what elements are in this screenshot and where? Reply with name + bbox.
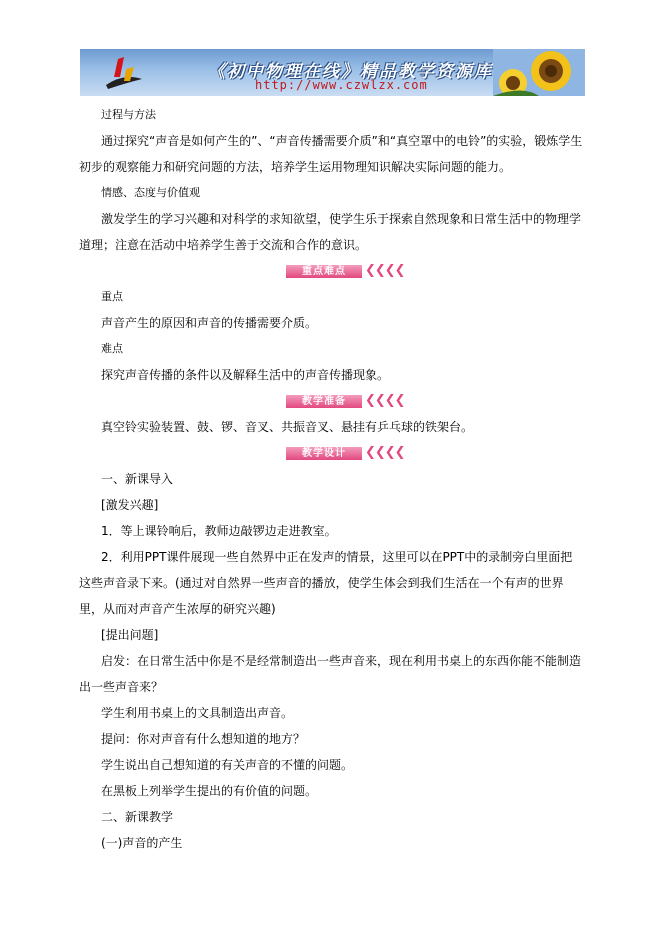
- paragraph: 一、新课导入: [101, 472, 174, 486]
- paragraph: 2．利用PPT课件展现一些自然界中正在发声的情景，这里可以在PPT中的录制旁白里面把这些声音录下来。(通过对自然界一些声音的播放，使学生体会到我们生活在一个有声的世界里，从而对声音产生浓厚的研究兴趣): [79, 550, 573, 616]
- sunflower-image: [493, 49, 585, 96]
- paragraph: 真空铃实验装置、鼓、锣、音叉、共振音叉、悬挂有乒乓球的铁架台。: [101, 420, 474, 434]
- section-banner-design: [79, 440, 584, 466]
- section-banner-preparation: [79, 388, 584, 414]
- paragraph: 1．等上课铃响后，教师边敲锣边走进教室。: [101, 524, 337, 538]
- paragraph: [激发兴趣]: [101, 498, 159, 512]
- chevron-left-icon: ❮❮❮❮: [365, 393, 405, 408]
- heading-emotion-values: 情感、态度与价值观: [101, 186, 200, 199]
- paragraph: 激发学生的学习兴趣和对科学的求知欲望，使学生乐于探索自然现象和日常生活中的物理学道理；注意在活动中培养学生善于交流和合作的意识。: [79, 212, 582, 252]
- paragraph: 声音产生的原因和声音的传播需要介质。: [101, 316, 318, 330]
- section-banner-key-points: [79, 258, 584, 284]
- paragraph: (一)声音的产生: [101, 836, 183, 850]
- paragraph: 在黑板上列举学生提出的有价值的问题。: [101, 784, 318, 798]
- paragraph: [提出问题]: [101, 628, 159, 642]
- section-label: 教学准备: [286, 395, 362, 408]
- paragraph: 提问：你对声音有什么想知道的地方？: [101, 732, 306, 746]
- heading-process-method: 过程与方法: [101, 108, 156, 121]
- document-body: [79, 102, 584, 856]
- header-banner: [80, 49, 585, 96]
- heading-key-point: 重点: [101, 290, 123, 303]
- chevron-left-icon: ❮❮❮❮: [365, 263, 405, 278]
- paragraph: 启发：在日常生活中你是不是经常制造出一些声音来，现在利用书桌上的东西你能不能制造出一些声音来？: [79, 654, 582, 694]
- section-label: 教学设计: [286, 447, 362, 460]
- paragraph: 学生说出自己想知道的有关声音的不懂的问题。: [101, 758, 354, 772]
- chevron-left-icon: ❮❮❮❮: [365, 445, 405, 460]
- paragraph: 探究声音传播的条件以及解释生活中的声音传播现象。: [101, 368, 390, 382]
- heading-difficulty: 难点: [101, 342, 123, 355]
- logo-icon: [104, 55, 144, 91]
- banner-url[interactable]: http://www.czwlzx.com: [255, 78, 428, 92]
- banner-title: 《初中物理在线》精品教学资源库: [208, 62, 493, 82]
- section-label: 重点难点: [286, 265, 362, 278]
- paragraph: 二、新课教学: [101, 810, 174, 824]
- paragraph: 学生利用书桌上的文具制造出声音。: [101, 706, 294, 720]
- paragraph: 通过探究“声音是如何产生的”、“声音传播需要介质”和“真空罩中的电铃”的实验，锻炼学生初步的观察能力和研究问题的方法，培养学生运用物理知识解决实际问题的能力。: [79, 134, 583, 174]
